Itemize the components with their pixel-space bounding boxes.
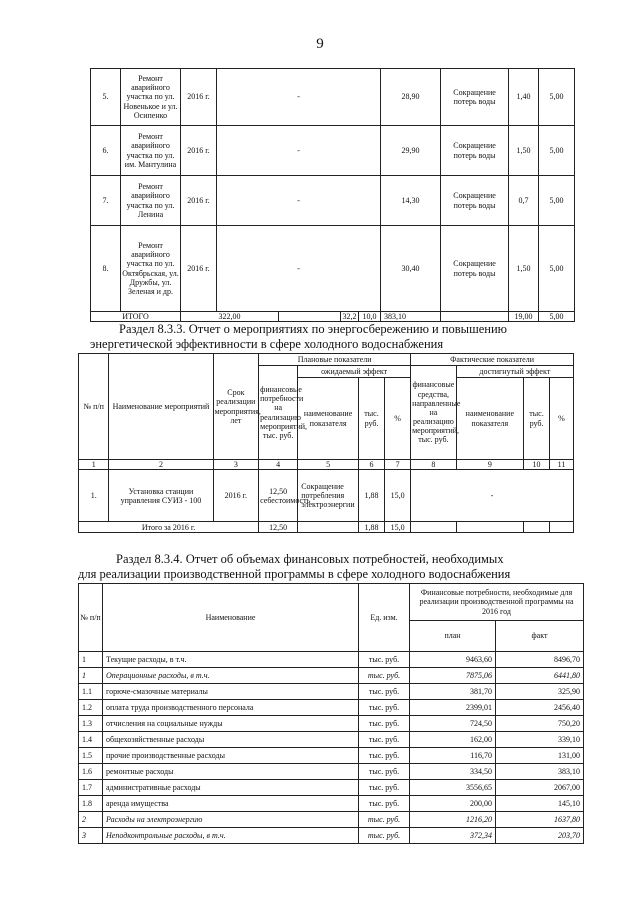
row-effect: Сокращение потребления электроэнергии — [298, 470, 359, 522]
row-dash: - — [217, 69, 381, 126]
header-pct: % — [385, 378, 411, 460]
row-fact: 203,70 — [496, 828, 584, 844]
total-label: Итого за 2016 г. — [79, 522, 259, 533]
total-pct: 15,0 — [385, 522, 411, 533]
header-pct-2: % — [550, 378, 574, 460]
row-value: 14,30 — [381, 176, 441, 226]
header-fact: Фактические показатели — [411, 354, 574, 366]
column-number: 5 — [298, 460, 359, 470]
row-plan: 2399,01 — [410, 700, 496, 716]
row-dash: - — [411, 470, 574, 522]
header-ind-name-2: наименование показателя — [456, 378, 523, 460]
row-fact: 6441,80 — [496, 668, 584, 684]
row-num: 1.7 — [79, 780, 103, 796]
row-measure: Установка станции управления СУИЗ - 100 — [109, 470, 213, 522]
row-unit: тыс. руб. — [359, 716, 410, 732]
row-num: 1.2 — [79, 700, 103, 716]
row-num: 2 — [79, 812, 103, 828]
table-row — [91, 126, 575, 176]
header-unit: Ед. изм. — [359, 584, 410, 652]
row-v1: 1,50 — [509, 226, 539, 312]
column-number: 3 — [213, 460, 259, 470]
header-ind-name: наименование показателя — [298, 378, 359, 460]
column-number: 1 — [79, 460, 109, 470]
row-unit: тыс. руб. — [359, 764, 410, 780]
column-number: 10 — [523, 460, 549, 470]
section-title-834-cont: для реализации производственной программы в сфере холодного водоснабжения — [78, 567, 511, 581]
row-dash: - — [217, 176, 381, 226]
row-fact: 2456,40 — [496, 700, 584, 716]
header-plan: план — [410, 621, 496, 652]
row-v2: 5,00 — [539, 126, 575, 176]
row-unit: тыс. руб. — [359, 780, 410, 796]
measures-table-body — [91, 69, 575, 322]
row-plan: 200,00 — [410, 796, 496, 812]
row-unit: тыс. руб. — [359, 796, 410, 812]
row-name: Ремонт аварийного участка по ул. им. Мантулина — [121, 126, 181, 176]
header-name: Наименование — [103, 584, 359, 652]
total-c: 10,0 — [359, 312, 381, 322]
total-value: 383,10 — [381, 312, 441, 322]
header-fact: факт — [496, 621, 584, 652]
row-plan: 724,50 — [410, 716, 496, 732]
row-year: 2016 г. — [181, 176, 217, 226]
financial-needs-table — [78, 583, 584, 844]
row-name: ремонтные расходы — [103, 764, 359, 780]
table-row — [79, 652, 584, 668]
row-num: 6. — [91, 126, 121, 176]
row-num: 1.6 — [79, 764, 103, 780]
table-row — [91, 226, 575, 312]
column-number: 4 — [259, 460, 298, 470]
energy-saving-table — [78, 353, 574, 533]
table-row — [91, 176, 575, 226]
row-fact: 1637,80 — [496, 812, 584, 828]
table-row — [79, 700, 584, 716]
row-name: Текущие расходы, в т.ч. — [103, 652, 359, 668]
row-fact: 325,90 — [496, 684, 584, 700]
total-unit: 1,88 — [358, 522, 384, 533]
row-name: Ремонт аварийного участка по ул. Октябрьская, ул. Дружбы, ул. Зеленая и др. — [121, 226, 181, 312]
total-v1: 19,00 — [509, 312, 539, 322]
row-pct: 15,0 — [385, 470, 411, 522]
row-unit: тыс. руб. — [359, 652, 410, 668]
column-numbers-row — [79, 460, 574, 470]
row-name: Расходы на электроэнергию — [103, 812, 359, 828]
row-year: 2016 г. — [181, 226, 217, 312]
table-row — [79, 716, 584, 732]
table-row — [79, 764, 584, 780]
column-number: 11 — [550, 460, 574, 470]
header-fin-plan: финансовые потребности на реализацию мероприятий, тыс. руб. — [259, 366, 298, 460]
row-unit: тыс. руб. — [359, 812, 410, 828]
row-plan: 3556,65 — [410, 780, 496, 796]
total-label: ИТОГО — [91, 312, 181, 322]
column-number: 8 — [411, 460, 457, 470]
section-title-833: Раздел 8.3.3. Отчет о мероприятиях по энергосбережению и повышению — [119, 322, 507, 336]
row-v2: 5,00 — [539, 176, 575, 226]
row-plan: 7875,06 — [410, 668, 496, 684]
table-row — [79, 828, 584, 844]
header-term: Срок реализации мероприятия, лет — [213, 354, 259, 460]
row-fact: 131,00 — [496, 748, 584, 764]
row-effect: Сокращение потерь воды — [441, 176, 509, 226]
empty-cell — [441, 312, 509, 322]
column-number: 9 — [456, 460, 523, 470]
row-unit: тыс. руб. — [359, 700, 410, 716]
row-name: горюче-смазочные материалы — [103, 684, 359, 700]
header-fin-needs: Финансовые потребности, необходимые для реализации производственной программы на 2016 год — [410, 584, 584, 621]
column-number: 7 — [385, 460, 411, 470]
row-fact: 145,10 — [496, 796, 584, 812]
row-v1: 1,40 — [509, 69, 539, 126]
table-row — [91, 69, 575, 126]
row-name: Неподконтрольные расходы, в т.ч. — [103, 828, 359, 844]
row-num: 8. — [91, 226, 121, 312]
row-fact: 750,20 — [496, 716, 584, 732]
total-fin: 12,50 — [259, 522, 298, 533]
row-v1: 1,50 — [509, 126, 539, 176]
row-fact: 2067,00 — [496, 780, 584, 796]
header-num: № п/п — [79, 354, 109, 460]
row-name: Операционные расходы, в т.ч. — [103, 668, 359, 684]
row-plan: 1216,20 — [410, 812, 496, 828]
row-term: 2016 г. — [213, 470, 259, 522]
table-row — [79, 668, 584, 684]
table-row — [79, 796, 584, 812]
header-fin-fact: финансовые средства, направленные на реализацию мероприятий, тыс. руб. — [411, 366, 457, 460]
row-num: 1 — [79, 668, 103, 684]
row-unit: тыс. руб. — [359, 732, 410, 748]
row-num: 7. — [91, 176, 121, 226]
row-v1: 0,7 — [509, 176, 539, 226]
row-name: Ремонт аварийного участка по ул. Новенькое и ул. Осипенко — [121, 69, 181, 126]
row-value: 30,40 — [381, 226, 441, 312]
row-fin: 12,50 себестоимость — [259, 470, 298, 522]
row-plan: 372,34 — [410, 828, 496, 844]
table-row — [79, 780, 584, 796]
table-row — [79, 732, 584, 748]
row-name: оплата труда производственного персонала — [103, 700, 359, 716]
row-num: 1.1 — [79, 684, 103, 700]
row-v2: 5,00 — [539, 69, 575, 126]
row-plan: 116,70 — [410, 748, 496, 764]
section-title-833-cont: энергетической эффективности в сфере холодного водоснабжения — [90, 337, 444, 351]
row-effect: Сокращение потерь воды — [441, 69, 509, 126]
row-num: 3 — [79, 828, 103, 844]
row-fact: 339,10 — [496, 732, 584, 748]
row-fact: 383,10 — [496, 764, 584, 780]
total-a: 322,00 — [181, 312, 279, 322]
row-plan: 381,70 — [410, 684, 496, 700]
table-row — [79, 748, 584, 764]
header-num: № п/п — [79, 584, 103, 652]
header-measures: Наименование мероприятий — [109, 354, 213, 460]
row-num: 1. — [79, 470, 109, 522]
row-plan: 162,00 — [410, 732, 496, 748]
row-fact: 8496,70 — [496, 652, 584, 668]
total-b: 32,2 — [342, 312, 357, 321]
header-achieved: достигнутый эффект — [456, 366, 573, 378]
row-v2: 5,00 — [539, 226, 575, 312]
empty-cell — [279, 312, 341, 322]
row-year: 2016 г. — [181, 69, 217, 126]
row-plan: 334,50 — [410, 764, 496, 780]
row-unit: 1,88 — [358, 470, 384, 522]
row-num: 1 — [79, 652, 103, 668]
row-plan: 9463,60 — [410, 652, 496, 668]
row-num: 1.8 — [79, 796, 103, 812]
row-name: аренда имущества — [103, 796, 359, 812]
row-name: отчисления на социальные нужды — [103, 716, 359, 732]
row-num: 5. — [91, 69, 121, 126]
header-expected: ожидаемый эффект — [298, 366, 411, 378]
row-num: 1.5 — [79, 748, 103, 764]
row-effect: Сокращение потерь воды — [441, 226, 509, 312]
row-effect: Сокращение потерь воды — [441, 126, 509, 176]
row-num: 1.4 — [79, 732, 103, 748]
header-unit: тыс. руб. — [358, 378, 384, 460]
total-v2: 5,00 — [539, 312, 575, 322]
total-row — [91, 312, 575, 322]
table-row — [79, 812, 584, 828]
header-unit-2: тыс. руб. — [523, 378, 549, 460]
row-unit: тыс. руб. — [359, 748, 410, 764]
row-unit: тыс. руб. — [359, 828, 410, 844]
page-number: 9 — [316, 36, 324, 52]
row-year: 2016 г. — [181, 126, 217, 176]
row-unit: тыс. руб. — [359, 668, 410, 684]
row-name: прочие производственные расходы — [103, 748, 359, 764]
row-num: 1.3 — [79, 716, 103, 732]
row-value: 29,90 — [381, 126, 441, 176]
column-number: 2 — [109, 460, 213, 470]
row-value: 28,90 — [381, 69, 441, 126]
column-number: 6 — [358, 460, 384, 470]
row-dash: - — [217, 226, 381, 312]
row-name: общехозяйственные расходы — [103, 732, 359, 748]
measures-table — [90, 68, 575, 322]
row-name: Ремонт аварийного участка по ул. Ленина — [121, 176, 181, 226]
table-row — [79, 684, 584, 700]
row-dash: - — [217, 126, 381, 176]
row-name: административные расходы — [103, 780, 359, 796]
section-title-834: Раздел 8.3.4. Отчет об объемах финансовых потребностей, необходимых — [116, 552, 504, 566]
header-plan: Плановые показатели — [259, 354, 411, 366]
row-unit: тыс. руб. — [359, 684, 410, 700]
